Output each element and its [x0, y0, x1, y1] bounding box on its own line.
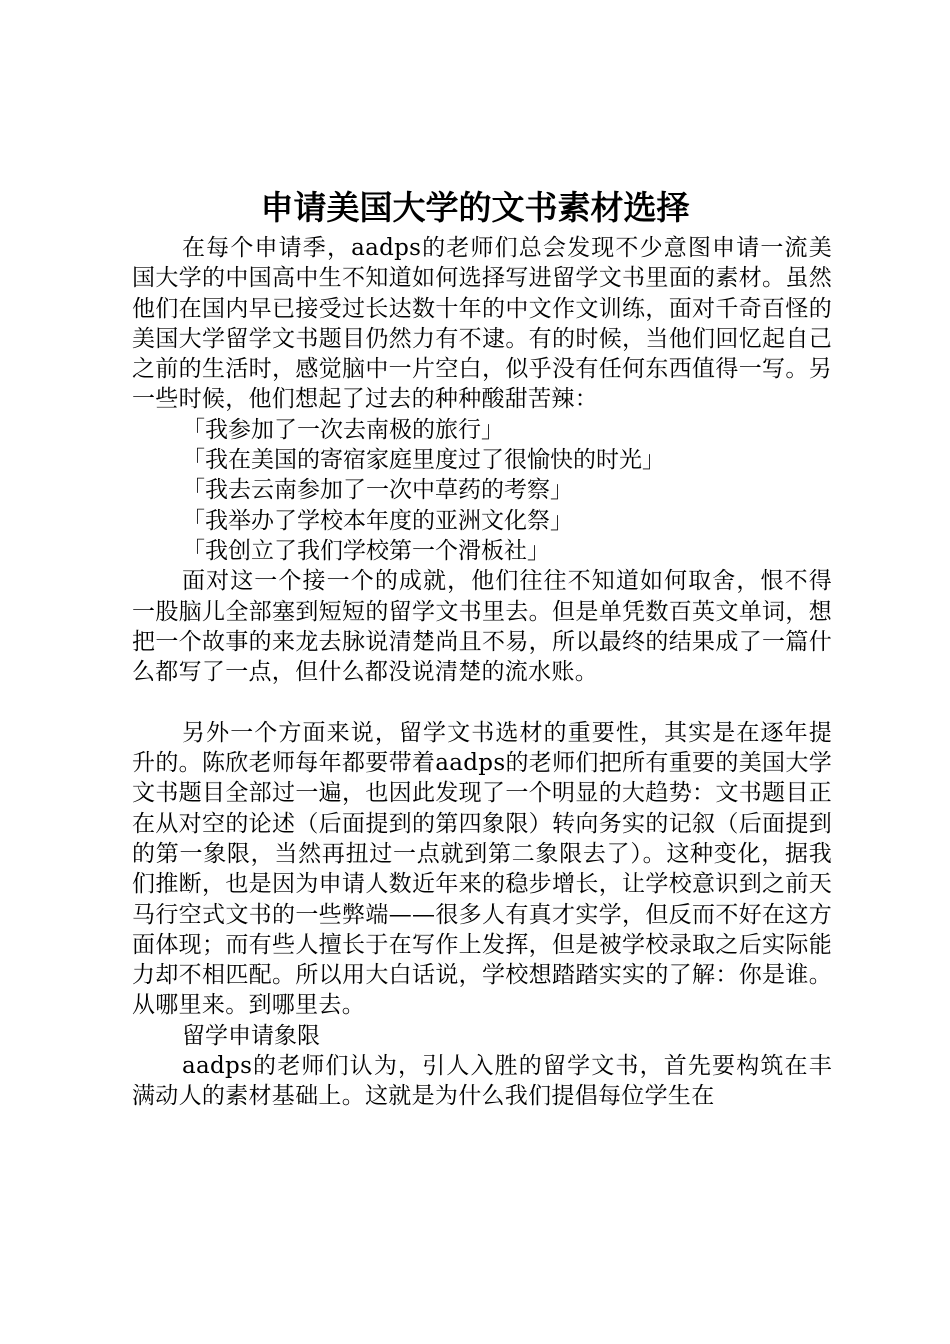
paragraph-achievements: 面对这一个接一个的成就，他们往往不知道如何取舍，恨不得一股脑儿全部塞到短短的留学文书里去。但是单凭数百英文单词，想把一个故事的来龙去脉说清楚尚且不易，所以最终的结果成了一篇什么都写了一点，但什么都没说清楚的流水账。 — [132, 568, 832, 686]
quote-item: 「我举办了学校本年度的亚洲文化祭」 — [182, 507, 573, 534]
paragraph-intro: 在每个申请季，aadps的老师们总会发现不少意图申请一流美国大学的中国高中生不知道如何选择写进留学文书里面的素材。虽然他们在国内早已接受过长达数十年的中文作文训练，面对千奇百怪的美国大学留学文书题目仍然力有不逮。有的时候，当他们回忆起自己之前的生活时，感觉脑中一片空白，似乎没有任何东西值得一写。另一些时候，他们想起了过去的种种酸甜苦辣： — [132, 235, 832, 413]
quote-item: 「我在美国的寄宿家庭里度过了很愉快的时光」 — [182, 447, 665, 474]
quote-item: 「我去云南参加了一次中草药的考察」 — [182, 477, 573, 504]
document-body — [132, 233, 832, 1112]
paragraph-spacer — [132, 687, 832, 717]
quote-item: 「我创立了我们学校第一个滑板社」 — [182, 537, 550, 564]
document-title: 申请美国大学的文书素材选择 — [260, 188, 690, 227]
section-subheading: 留学申请象限 — [182, 1022, 320, 1049]
paragraph-materials: aadps的老师们认为，引人入胜的留学文书，首先要构筑在丰满动人的素材基础上。这就是为什么我们提倡每位学生在 — [132, 1053, 832, 1110]
paragraph-trend: 另外一个方面来说，留学文书选材的重要性，其实是在逐年提升的。陈欣老师每年都要带着aadps的老师们把所有重要的美国大学文书题目全部过一遍，也因此发现了一个明显的大趋势：文书题目正在从对空的论述（后面提到的第四象限）转向务实的记叙（后面提到的第一象限，当然再扭过一点就到第二象限去了）。这种变化，据我们推断，也是因为申请人数近年来的稳步增长，让学校意识到之前天马行空式文书的一些弊端——很多人有真才实学，但反而不好在这方面体现；而有些人擅长于在写作上发挥，但是被学校录取之后实际能力却不相匹配。所以用大白话说，学校想踏踏实实的了解：你是谁。从哪里来。到哪里去。 — [132, 719, 832, 1019]
quote-item: 「我参加了一次去南极的旅行」 — [182, 416, 504, 443]
